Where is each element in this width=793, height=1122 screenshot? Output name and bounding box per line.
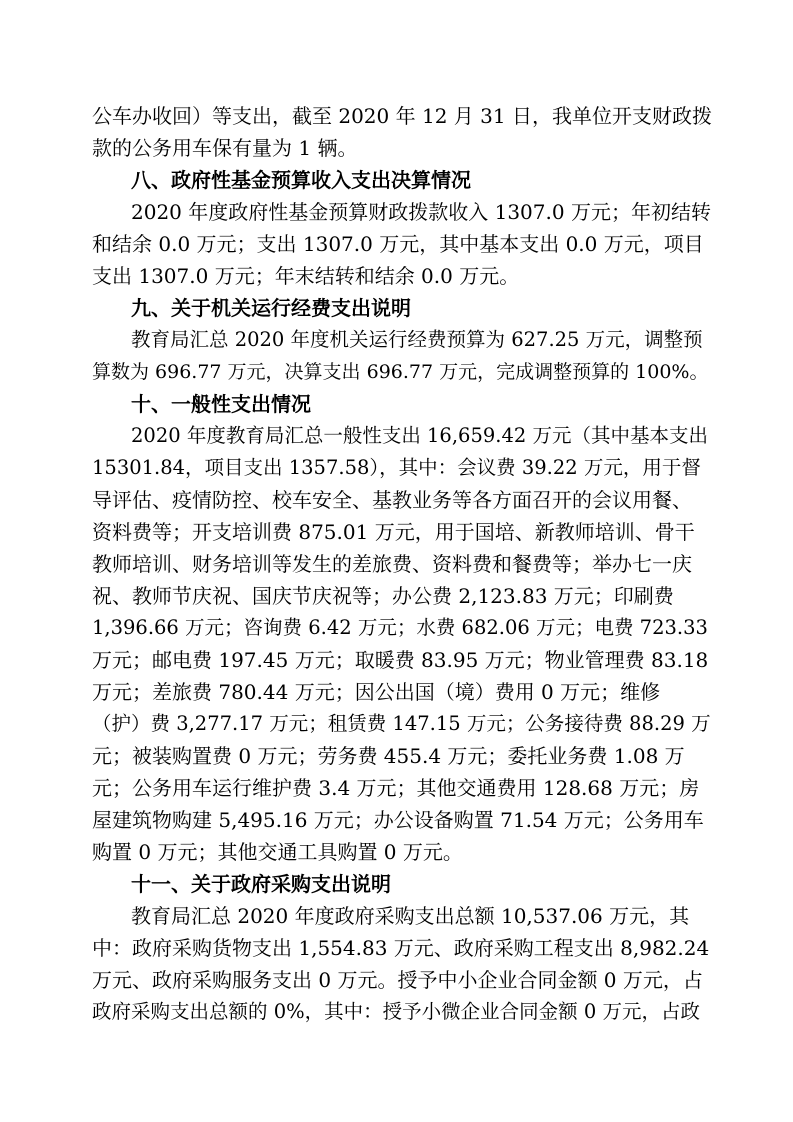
paragraph-line: 资料费等；开支培训费 875.01 万元，用于国培、新教师培训、骨干 <box>92 520 695 544</box>
paragraph-line: 公车办收回）等支出，截至 2020 年 12 月 31 日，我单位开支财政拨 <box>92 104 712 128</box>
paragraph-line: 支出 1307.0 万元；年末结转和结余 0.0 万元。 <box>92 264 520 288</box>
paragraph-line: （护）费 3,277.17 万元；租赁费 147.15 万元；公务接待费 88.29 万 <box>92 712 711 735</box>
paragraph-line: 万元、政府采购服务支出 0 万元。授予中小企业合同金额 0 万元，占 <box>92 968 703 992</box>
paragraph-line: 1,396.66 万元；咨询费 6.42 万元；水费 682.06 万元；电费 723.33 <box>92 616 708 639</box>
paragraph-line: 算数为 696.77 万元，决算支出 696.77 万元，完成调整预算的 100%。 <box>92 361 709 383</box>
paragraph-line: 导评估、疫情防控、校车安全、基教业务等各方面召开的会议用餐、 <box>92 488 692 512</box>
section-heading: 九、关于机关运行经费支出说明 <box>131 296 411 320</box>
paragraph-line: 款的公务用车保有量为 1 辆。 <box>92 136 358 160</box>
paragraph-line: 元；被装购置费 0 万元；劳务费 455.4 万元；委托业务费 1.08 万 <box>92 744 685 768</box>
paragraph-line: 2020 年度政府性基金预算财政拨款收入 1307.0 万元；年初结转 <box>131 200 711 224</box>
section-heading: 八、政府性基金预算收入支出决算情况 <box>131 168 471 192</box>
paragraph-line: 万元；邮电费 197.45 万元；取暖费 83.95 万元；物业管理费 83.18 <box>92 648 709 672</box>
paragraph-line: 中：政府采购货物支出 1,554.83 万元、政府采购工程支出 8,982.24 <box>92 936 710 960</box>
paragraph-line: 教师培训、财务培训等发生的差旅费、资料费和餐费等；举办七一庆 <box>92 552 692 576</box>
paragraph-line: 万元；差旅费 780.44 万元；因公出国（境）费用 0 万元；维修 <box>92 680 661 704</box>
paragraph-line: 教育局汇总 2020 年度政府采购支出总额 10,537.06 万元，其 <box>131 904 690 928</box>
paragraph-line: 政府采购支出总额的 0%，其中：授予小微企业合同金额 0 万元，占政 <box>92 1000 700 1023</box>
section-heading: 十一、关于政府采购支出说明 <box>131 872 391 896</box>
section-heading: 十、一般性支出情况 <box>131 392 311 416</box>
paragraph-line: 2020 年度教育局汇总一般性支出 16,659.42 万元（其中基本支出 <box>131 424 708 447</box>
paragraph-line: 和结余 0.0 万元；支出 1307.0 万元，其中基本支出 0.0 万元，项目 <box>92 232 704 256</box>
paragraph-line: 购置 0 万元；其他交通工具购置 0 万元。 <box>92 840 463 864</box>
paragraph-line: 祝、教师节庆祝、国庆节庆祝等；办公费 2,123.83 万元；印刷费 <box>92 584 674 608</box>
paragraph-line: 元；公务用车运行维护费 3.4 万元；其他交通费用 128.68 万元；房 <box>92 776 700 800</box>
paragraph-line: 屋建筑物购建 5,495.16 万元；办公设备购置 71.54 万元；公务用车 <box>92 808 704 832</box>
paragraph-line: 教育局汇总 2020 年度机关运行经费预算为 627.25 万元，调整预 <box>131 328 703 351</box>
paragraph-line: 15301.84，项目支出 1357.58），其中：会议费 39.22 万元，用于督 <box>92 456 701 479</box>
